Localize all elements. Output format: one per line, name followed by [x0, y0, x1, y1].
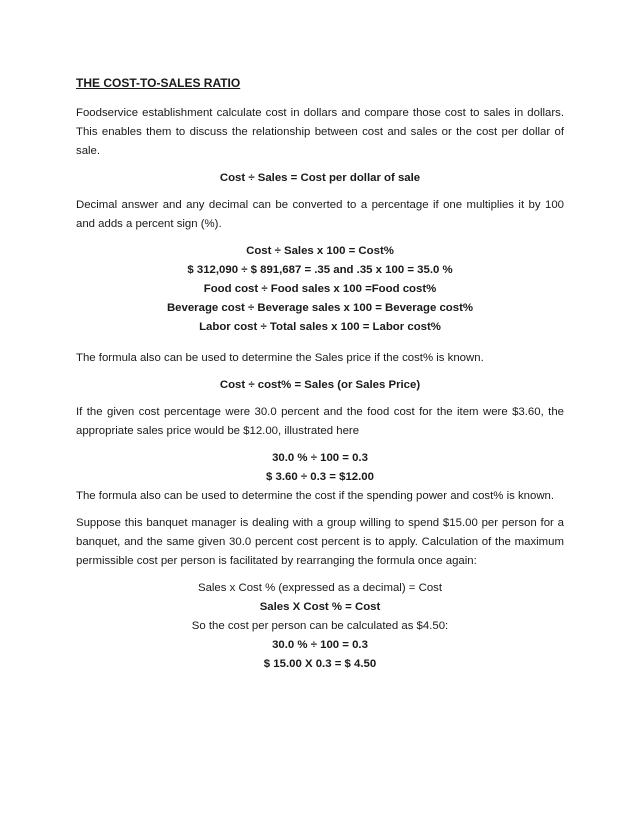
cost-per-dollar-formula: Cost ÷ Sales = Cost per dollar of sale	[219, 172, 421, 184]
example-paragraph: If the given cost percentage were 30.0 percent and the food cost for the item were $3.60, the appropriate sales price would be $12.00, illustrated here	[76, 406, 564, 437]
cost-paragraph: The formula also can be used to determine the cost if the spending power and cost% is known.	[76, 490, 555, 502]
formula-line: Labor cost ÷ Total sales x 100 = Labor cost%	[199, 321, 441, 333]
formula-line: Cost ÷ Sales x 100 = Cost%	[246, 245, 394, 257]
sales-price-formula: Cost ÷ cost% = Sales (or Sales Price)	[219, 379, 421, 391]
formula-line: $ 312,090 ÷ $ 891,687 = .35 and .35 x 100 = 35.0 %	[187, 264, 453, 276]
percentage-paragraph: Decimal answer and any decimal can be converted to a percentage if one multiplies it by 100 and adds a percent sign (%).	[76, 199, 564, 230]
formula-line: So the cost per person can be calculated as $4.50:	[191, 620, 449, 632]
formula-line: 30.0 % ÷ 100 = 0.3	[272, 452, 368, 464]
document-title: THE COST-TO-SALES RATIO	[76, 76, 241, 90]
banquet-paragraph: Suppose this banquet manager is dealing with a group willing to spend $15.00 per person for a banquet, and the same given 30.0 percent cost percent is to apply. Calculation of the maximum permissible cost per person is facilitated by rearranging the formula once again:	[76, 517, 564, 567]
formula-line: 30.0 % ÷ 100 = 0.3	[272, 639, 368, 651]
intro-paragraph: Foodservice establishment calculate cost in dollars and compare those cost to sales in dollars. This enables them to discuss the relationship between cost and sales or the cost per dollar of sale.	[76, 107, 564, 157]
formula-line: Food cost ÷ Food sales x 100 =Food cost%	[203, 283, 437, 295]
formula-line: Beverage cost ÷ Beverage sales x 100 = Beverage cost%	[166, 302, 474, 314]
formula-line: Sales X Cost % = Cost	[259, 601, 381, 613]
example-calculation	[76, 449, 564, 487]
formula-line: $ 15.00 X 0.3 = $ 4.50	[263, 658, 377, 670]
banquet-calculation	[76, 579, 564, 674]
document-page	[76, 74, 564, 683]
sales-price-paragraph: The formula also can be used to determine the Sales price if the cost% is known.	[76, 352, 484, 364]
cost-percent-formulas	[76, 242, 564, 337]
formula-line: $ 3.60 ÷ 0.3 = $12.00	[266, 471, 374, 483]
formula-line: Sales x Cost % (expressed as a decimal) = Cost	[197, 582, 443, 594]
